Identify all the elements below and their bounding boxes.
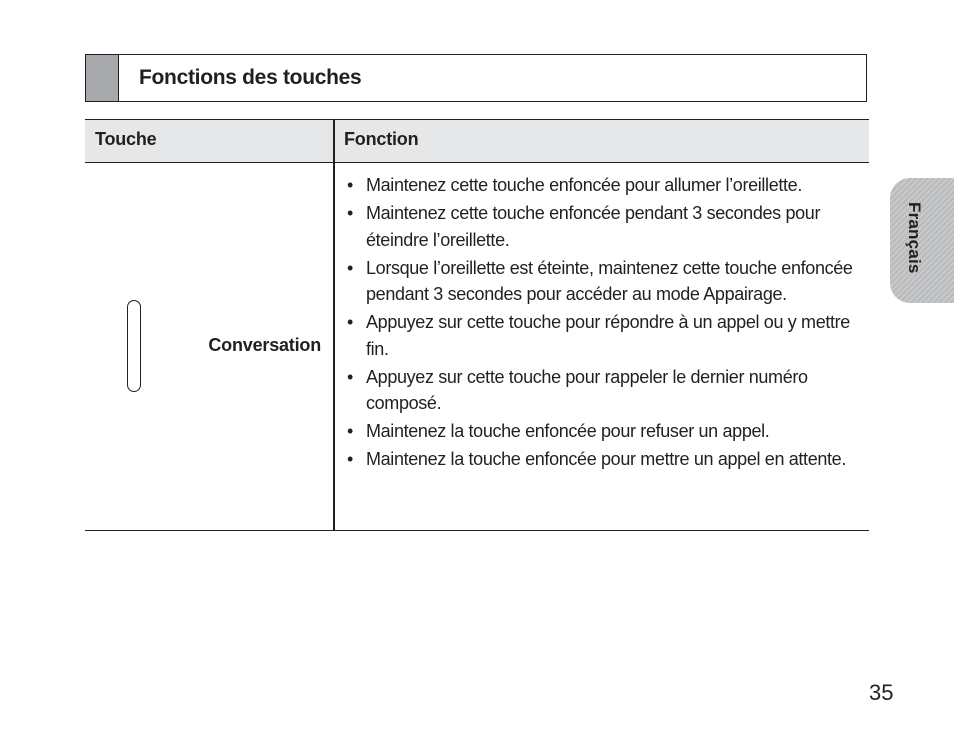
conversation-button-icon: [127, 300, 141, 392]
column-header-function: Fonction: [344, 129, 419, 149]
list-item: [344, 255, 866, 308]
page-number: 35: [869, 680, 894, 705]
list-item: [344, 172, 866, 199]
bullet: •: [347, 203, 353, 223]
key-label: Conversation: [208, 335, 321, 355]
function-text: Maintenez cette touche enfoncée pour allumer l’oreillette.: [366, 175, 802, 195]
key-cell: [85, 163, 333, 530]
column-divider: [333, 120, 335, 162]
table-header: [85, 119, 869, 163]
bullet: •: [347, 366, 353, 387]
bullet: •: [347, 257, 353, 278]
list-item: [344, 309, 866, 362]
list-item: [344, 418, 866, 445]
column-header-key: Touche: [95, 129, 157, 149]
list-item: [344, 200, 866, 253]
section-header: [85, 54, 867, 102]
key-function-table: [85, 119, 869, 531]
section-marker: [86, 55, 119, 101]
language-label: Français: [905, 202, 924, 274]
function-text: Appuyez sur cette touche pour répondre à un appel ou y mettre fin.: [366, 312, 850, 359]
list-item: [344, 364, 866, 417]
column-divider: [333, 163, 335, 530]
function-text: Maintenez cette touche enfoncée pendant 3 secondes pour éteindre l’oreillette.: [366, 203, 821, 250]
function-cell: [344, 163, 866, 474]
function-text: Appuyez sur cette touche pour rappeler le dernier numéro composé.: [366, 366, 808, 413]
function-text: Maintenez la touche enfoncée pour refuser un appel.: [366, 421, 770, 441]
table-row: [85, 163, 869, 531]
bullet: •: [347, 421, 353, 441]
bullet: •: [347, 312, 353, 332]
list-item: [344, 446, 866, 473]
bullet: •: [347, 449, 353, 469]
function-list: [344, 163, 866, 473]
function-text: Maintenez la touche enfoncée pour mettre un appel en attente.: [366, 449, 846, 469]
function-text: Lorsque l’oreillette est éteinte, maintenez cette touche enfoncée pendant 3 secondes pour accéder au mode Appairage.: [366, 257, 853, 304]
section-title: Fonctions des touches: [139, 66, 362, 89]
bullet: •: [347, 175, 353, 195]
language-tab: [890, 178, 954, 303]
